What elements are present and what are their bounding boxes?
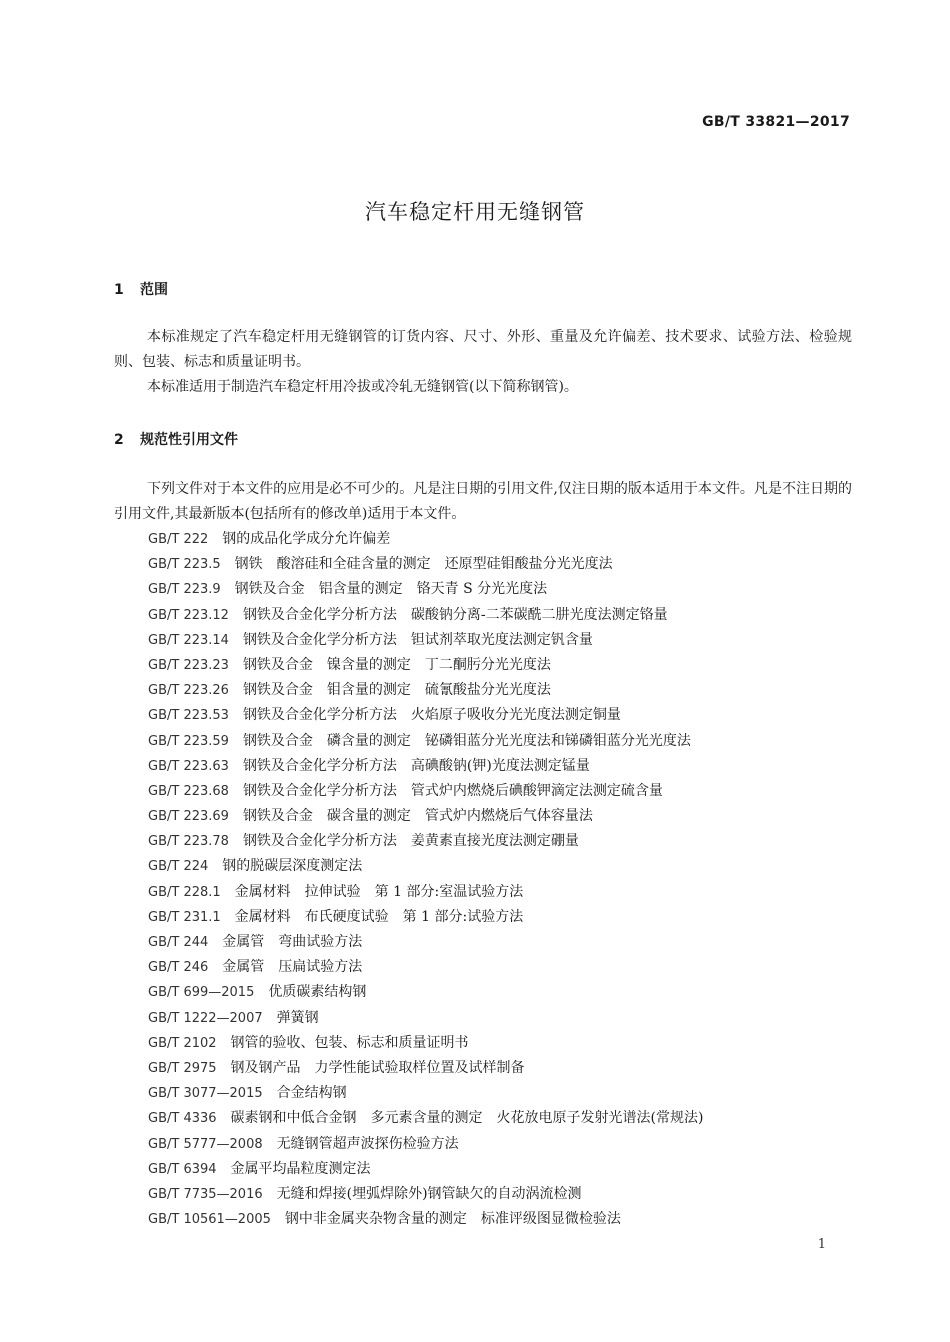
- reference-code: GB/T 244: [148, 935, 209, 950]
- references-intro: 下列文件对于本文件的应用是必不可少的。凡是注日期的引用文件,仅注日期的版本适用于本文件。凡是不注日期的引用文件,其最新版本(包括所有的修改单)适用于本文件。: [114, 481, 852, 522]
- spacer: [208, 959, 222, 975]
- reference-title: 优质碳素结构钢: [268, 984, 367, 1001]
- reference-title: 钢铁及合金化学分析方法 高碘酸钠(钾)光度法测定锰量: [242, 757, 590, 774]
- reference-title: 钢铁及合金 磷含量的测定 铋磷钼蓝分光光度法和锑磷钼蓝分光光度法: [242, 732, 691, 749]
- section-number: 2: [114, 432, 124, 448]
- section-1-heading: [114, 279, 168, 299]
- reference-code: GB/T 4336: [148, 1111, 217, 1127]
- spacer: [229, 707, 243, 723]
- reference-item: [148, 1056, 703, 1081]
- spacer: [229, 733, 243, 749]
- reference-code: GB/T 223.9: [148, 582, 221, 598]
- reference-title: 钢及钢产品 力学性能试验取样位置及试样制备: [230, 1059, 525, 1076]
- scope-paragraph-2: 本标准适用于制造汽车稳定杆用冷拔或冷轧无缝钢管(以下简称钢管)。: [147, 379, 578, 395]
- reference-code: GB/T 223.14: [148, 632, 229, 648]
- reference-item: [148, 527, 703, 552]
- reference-item: [148, 1031, 703, 1056]
- reference-item: [148, 628, 703, 653]
- document-title: 汽车稳定杆用无缝钢管: [365, 200, 585, 224]
- reference-code: GB/T 223.68: [148, 783, 229, 799]
- reference-item: [148, 577, 703, 602]
- reference-code: GB/T 223.5: [148, 557, 221, 573]
- reference-item: [148, 1182, 703, 1207]
- reference-code: GB/T 223.26: [148, 683, 229, 699]
- reference-item: [148, 703, 703, 728]
- reference-title: 钢铁及合金化学分析方法 管式炉内燃烧后碘酸钾滴定法测定硫含量: [242, 782, 663, 799]
- reference-title: 无缝和焊接(埋弧焊除外)钢管缺欠的自动涡流检测: [276, 1185, 582, 1202]
- reference-code: GB/T 222: [148, 532, 209, 547]
- reference-title: 钢铁及合金 碳含量的测定 管式炉内燃烧后气体容量法: [242, 808, 593, 825]
- standard-code: GB/T 33821—2017: [702, 114, 850, 130]
- reference-code: GB/T 7735—2016: [148, 1186, 263, 1202]
- reference-item: [148, 678, 703, 703]
- spacer: [263, 1010, 277, 1026]
- reference-code: GB/T 5777—2008: [148, 1136, 263, 1152]
- reference-title: 钢的成品化学成分允许偏差: [222, 531, 391, 547]
- spacer: [229, 808, 243, 824]
- reference-item: [148, 1207, 703, 1232]
- section-title: 规范性引用文件: [140, 432, 238, 448]
- spacer: [229, 833, 243, 849]
- reference-code: GB/T 228.1: [148, 884, 221, 900]
- reference-item: [148, 1132, 703, 1157]
- section-number: 1: [114, 282, 124, 298]
- reference-title: 无缝钢管超声波探伤检验方法: [276, 1135, 459, 1152]
- reference-code: GB/T 224: [148, 859, 209, 875]
- reference-code: GB/T 6394: [148, 1161, 217, 1177]
- reference-title: 金属平均晶粒度测定法: [230, 1160, 371, 1177]
- reference-item: [148, 829, 703, 854]
- reference-item: [148, 754, 703, 779]
- spacer: [229, 657, 243, 673]
- reference-code: GB/T 223.69: [148, 809, 229, 825]
- reference-item: [148, 905, 703, 930]
- reference-title: 钢中非金属夹杂物含量的测定 标准评级图显微检验法: [284, 1211, 621, 1228]
- reference-title: 金属管 压扁试验方法: [222, 959, 363, 976]
- spacer: [217, 1035, 231, 1051]
- reference-item: [148, 552, 703, 577]
- section-2-heading: [114, 429, 238, 449]
- reference-title: 金属材料 布氏硬度试验 第 1 部分:试验方法: [234, 908, 524, 925]
- spacer: [217, 1060, 231, 1076]
- spacer: [229, 783, 243, 799]
- reference-code: GB/T 1222—2007: [148, 1010, 263, 1026]
- spacer: [271, 1211, 285, 1227]
- spacer: [263, 1085, 277, 1101]
- spacer: [208, 934, 222, 950]
- reference-code: GB/T 223.12: [148, 607, 229, 623]
- reference-item: [148, 1081, 703, 1106]
- reference-item: [148, 930, 703, 955]
- reference-item: [148, 980, 703, 1005]
- spacer: [221, 581, 235, 597]
- spacer: [254, 984, 268, 1000]
- reference-title: 弹簧钢: [276, 1009, 319, 1026]
- reference-code: GB/T 2975: [148, 1060, 217, 1076]
- reference-item: [148, 1157, 703, 1182]
- spacer: [221, 556, 235, 572]
- reference-item: [148, 804, 703, 829]
- reference-title: 钢管的验收、包装、标志和质量证明书: [230, 1034, 469, 1051]
- spacer: [229, 758, 243, 774]
- spacer: [217, 1161, 231, 1177]
- scope-paragraph-1: 本标准规定了汽车稳定杆用无缝钢管的订货内容、尺寸、外形、重量及允许偏差、技术要求、试验方法、检验规则、包装、标志和质量证明书。: [114, 329, 852, 370]
- reference-title: 钢铁及合金 镍含量的测定 丁二酮肟分光光度法: [242, 656, 551, 673]
- reference-code: GB/T 223.63: [148, 758, 229, 774]
- reference-code: GB/T 223.78: [148, 834, 229, 850]
- reference-code: GB/T 223.53: [148, 708, 229, 724]
- reference-item: [148, 603, 703, 628]
- reference-item: [148, 653, 703, 678]
- reference-title: 金属管 弯曲试验方法: [222, 934, 363, 950]
- reference-item: [148, 880, 703, 905]
- reference-code: GB/T 699—2015: [148, 985, 255, 1001]
- spacer: [229, 607, 243, 623]
- spacer: [208, 858, 222, 874]
- reference-item: [148, 729, 703, 754]
- reference-title: 钢铁及合金化学分析方法 姜黄素直接光度法测定硼量: [242, 833, 579, 850]
- section-title: 范围: [140, 282, 168, 298]
- reference-title: 金属材料 拉伸试验 第 1 部分:室温试验方法: [234, 883, 524, 900]
- reference-code: GB/T 10561—2005: [148, 1212, 271, 1228]
- reference-item: [148, 1106, 703, 1131]
- reference-title: 钢铁及合金化学分析方法 钽试剂萃取光度法测定钒含量: [242, 631, 593, 648]
- reference-code: GB/T 246: [148, 960, 209, 976]
- spacer: [217, 1110, 231, 1126]
- reference-title: 合金结构钢: [276, 1085, 347, 1102]
- reference-item: [148, 1006, 703, 1031]
- spacer: [221, 884, 235, 900]
- reference-item: [148, 955, 703, 980]
- spacer: [229, 632, 243, 648]
- reference-code: GB/T 3077—2015: [148, 1086, 263, 1102]
- reference-title: 钢的脱碳层深度测定法: [222, 858, 363, 875]
- reference-list: [148, 527, 703, 1232]
- spacer: [208, 531, 222, 547]
- spacer: [263, 1186, 277, 1202]
- reference-code: GB/T 223.59: [148, 733, 229, 749]
- reference-title: 钢铁及合金 铝含量的测定 铬天青 S 分光光度法: [234, 581, 548, 598]
- spacer: [229, 682, 243, 698]
- reference-code: GB/T 223.23: [148, 657, 229, 673]
- reference-code: GB/T 2102: [148, 1035, 217, 1051]
- reference-code: GB/T 231.1: [148, 909, 221, 925]
- reference-title: 钢铁及合金化学分析方法 碳酸钠分离-二苯碳酰二肼光度法测定铬量: [242, 606, 668, 623]
- reference-title: 钢铁及合金 钼含量的测定 硫氰酸盐分光光度法: [242, 682, 551, 699]
- page-number: 1: [817, 1237, 826, 1252]
- reference-item: [148, 854, 703, 879]
- reference-title: 钢铁 酸溶硅和全硅含量的测定 还原型硅钼酸盐分光光度法: [234, 556, 613, 573]
- spacer: [263, 1136, 277, 1152]
- reference-item: [148, 779, 703, 804]
- reference-title: 碳素钢和中低合金钢 多元素含量的测定 火花放电原子发射光谱法(常规法): [230, 1110, 704, 1127]
- reference-title: 钢铁及合金化学分析方法 火焰原子吸收分光光度法测定铜量: [242, 707, 621, 724]
- spacer: [221, 909, 235, 925]
